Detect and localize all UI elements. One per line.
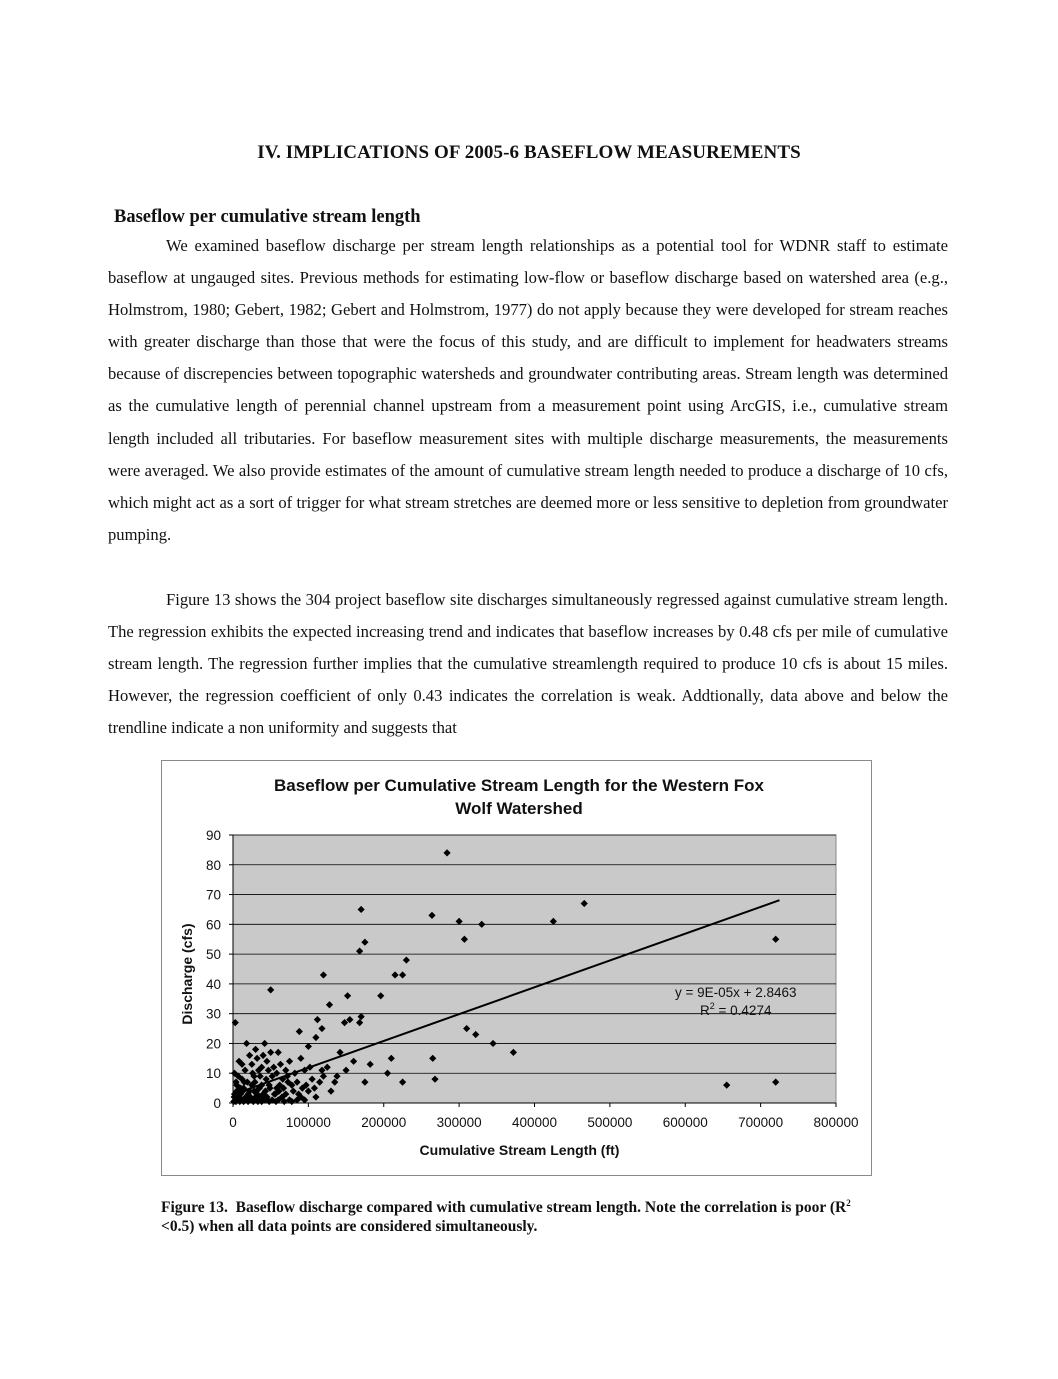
x-tick-label: 0	[229, 1115, 237, 1130]
caption-label: Figure 13.	[161, 1199, 228, 1217]
y-axis-label: Discharge (cfs)	[179, 923, 195, 1025]
caption-text-end: <0.5) when all data points are considered simultaneously.	[161, 1218, 538, 1236]
y-tick-label: 60	[205, 917, 221, 933]
x-tick-label: 800000	[813, 1115, 859, 1130]
x-tick-label: 600000	[662, 1115, 708, 1130]
chart-frame	[161, 760, 872, 1176]
body-paragraph-1: We examined baseflow discharge per stream length relationships as a potential tool for WDNR staff to estimate baseflow at ungauged sites. Previous methods for estimating low-flow or baseflow discharge based on watershed area (e.g., Holmstrom, 1980; Gebert, 1982; Gebert and Holmstrom, 1977) do not apply because they were developed for stream reaches with greater discharge than those that were the focus of this study, and are difficult to implement for headwaters streams because of discrepencies between topographic watersheds and groundwater contributing areas. Stream length was determined as the cumulative length of perennial channel upstream from a measurement point using ArcGIS, i.e., cumulative stream length included all tributaries. For baseflow measurement sites with multiple discharge measurements, the measurements were averaged. We also provide estimates of the amount of cumulative stream length needed to produce a discharge of 10 cfs, which might act as a sort of trigger for what stream stretches are deemed more or less sensitive to depletion from groundwater pumping.	[108, 236, 948, 544]
x-axis-label: Cumulative Stream Length (ft)	[419, 1142, 620, 1158]
y-tick-label: 0	[213, 1096, 221, 1111]
sub-heading: Baseflow per cumulative stream length	[114, 207, 421, 227]
body-paragraph-2: Figure 13 shows the 304 project baseflow site discharges simultaneously regressed against cumulative stream length. The regression exhibits the expected increasing trend and indicates that baseflow increases by 0.48 cfs per mile of cumulative stream length. The regression further implies that the cumulative streamlength required to produce 10 cfs is about 15 miles. However, the regression coefficient of only 0.43 indicates the correlation is weak. Addtionally, data above and below the trendline indicate a non uniformity and suggests that	[108, 590, 948, 738]
caption-text: Baseflow discharge compared with cumulative stream length. Note the correlation is poor (R	[235, 1199, 847, 1217]
x-tick-label: 400000	[511, 1115, 558, 1130]
y-tick-label: 80	[205, 857, 221, 873]
trendline-equation: y = 9E-05x + 2.8463	[674, 984, 797, 1000]
chart-title-line1: Baseflow per Cumulative Stream Length for the Western Fox	[274, 776, 764, 795]
y-tick-label: 40	[205, 976, 221, 992]
y-tick-label: 30	[205, 1006, 221, 1022]
y-tick-label: 10	[205, 1066, 221, 1082]
section-title: IV. IMPLICATIONS OF 2005-6 BASEFLOW MEASUREMENTS	[257, 142, 801, 163]
y-tick-label: 90	[205, 828, 221, 843]
y-tick-label: 50	[205, 947, 221, 963]
x-tick-label: 100000	[285, 1115, 331, 1130]
figure-caption	[161, 1194, 881, 1236]
y-tick-label: 20	[205, 1036, 221, 1052]
y-tick-label: 70	[205, 887, 221, 903]
scatter-chart	[162, 761, 871, 1175]
x-tick-label: 300000	[436, 1115, 482, 1130]
x-tick-label: 200000	[361, 1115, 407, 1130]
y-tick-labels	[206, 828, 233, 1111]
r-squared-label: $R^2 = 0.4274$	[700, 1001, 772, 1019]
x-tick-labels	[229, 1103, 858, 1130]
x-tick-label: 700000	[738, 1115, 784, 1130]
chart-title-line2: Wolf Watershed	[455, 799, 583, 818]
x-tick-label: 500000	[587, 1115, 633, 1130]
caption-superscript: 2	[846, 1198, 851, 1208]
